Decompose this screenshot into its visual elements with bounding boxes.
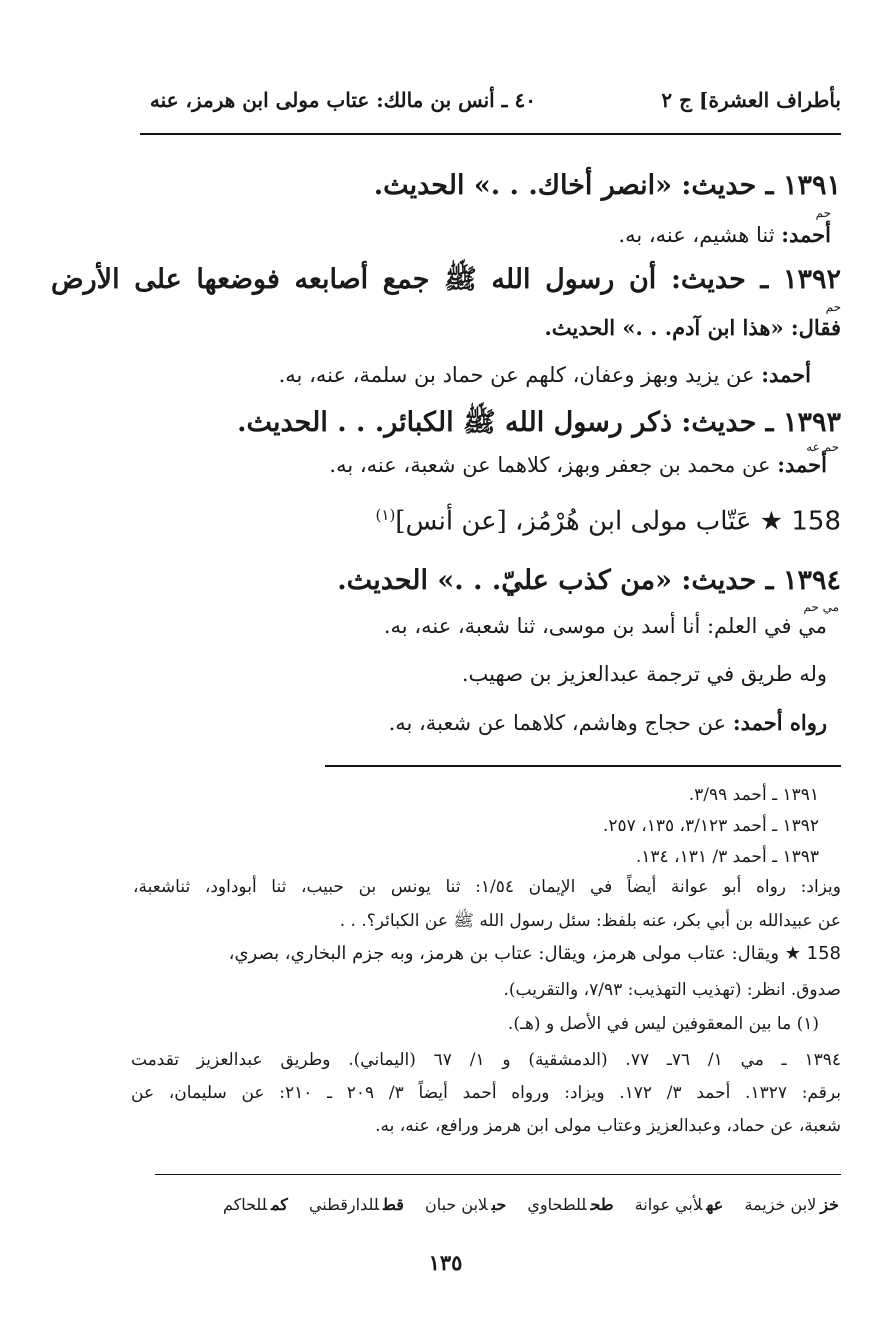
footnote-1394-line1: ١٣٩٤ ـ مي ١/ ٧٦ـ ٧٧. (الدمشقية) و ١/ ٦٧ (اليماني). وطريق عبدالعزيز تقدمت (131, 1050, 841, 1070)
footnote-158-text: ويقال: عتاب مولى هرمز، ويقال: عتاب بن هرمز، وبه جزم البخاري، بصري، (228, 943, 780, 964)
star-icon: ★ (759, 506, 784, 537)
entry-1394-sigla: مي حم (803, 600, 839, 614)
entry-hadith: ـ حديث: ذكر رسول الله ﷺ الكبائر. . . الحديث. (237, 407, 774, 438)
entry-1391-heading (374, 170, 841, 201)
chain-label: أحمد: (761, 362, 811, 387)
entry-1394-line1: مي في العلم: أنا أسد بن موسى، ثنا شعبة، عنه، به. (383, 614, 827, 638)
entry-1394-line3 (389, 710, 827, 735)
entry-1392-continuation: فقال: «هذا ابن آدم. . .» الحديث. (544, 315, 841, 340)
chain-label: أحمد: (781, 222, 831, 247)
entry-1391-sigla: حم (815, 206, 831, 220)
entry-1394-line2: وله طريق في ترجمة عبدالعزيز بن صهيب. (461, 662, 827, 686)
abbreviation-item: كمللحاكم (222, 1195, 288, 1214)
abbreviation-key (207, 1195, 839, 1214)
entry-number: ١٣٩٢ (782, 264, 841, 295)
footnote-ref: (١) (375, 506, 396, 524)
entry-number: ١٣٩٣ (782, 407, 841, 438)
footnote-1391: ١٣٩١ ـ أحمد ٣/٩٩. (688, 785, 819, 805)
footnote-note-1: (١) ما بين المعقوفين ليس في الأصل و (هـ). (507, 1014, 819, 1034)
abbreviation-item: حبلابن حبان (424, 1195, 507, 1214)
header-book-title: بأطراف العشرة] ج ٢ (661, 88, 841, 112)
chain-text: عن يزيد وبهز وعفان، كلهم عن حماد بن سلمة، عنه، به. (278, 363, 755, 387)
footnote-1394-line2: برقم: ١٣٢٧. أحمد ٣/ ١٧٢. ويزاد: ورواه أحمد أيضاً ٣/ ٢٠٩ ـ ٢١٠: عن سليمان، عن (131, 1083, 841, 1103)
footnote-158-number: 158 (806, 943, 841, 964)
star-icon: ★ (784, 943, 801, 964)
abbreviation-item: عهلأبي عوانة (634, 1195, 724, 1214)
abbreviation-item: قطللدارقطني (308, 1195, 404, 1214)
entry-number: ١٣٩١ (782, 170, 841, 201)
entry-hadith: ـ حديث: «انصر أخاك. . .» الحديث. (373, 170, 774, 201)
entry-1392-heading (51, 262, 841, 302)
chain-label: أحمد: (777, 452, 827, 477)
entry-1393-chain (329, 452, 827, 477)
entry-1392-chain (279, 362, 811, 387)
entry-1392-sigla: حم (825, 300, 841, 314)
entry-number: ١٣٩٤ (782, 565, 841, 596)
section-number: 158 (791, 506, 841, 537)
header-rule (140, 133, 841, 135)
abbreviation-item: طحللطحاوي (527, 1195, 614, 1214)
entry-1394-heading (337, 565, 841, 596)
entry-hadith: ـ حديث: أن رسول الله ﷺ جمع أصابعه فوضعها على الأرض (51, 264, 769, 295)
entry-1393-sigla: حم عه (806, 440, 839, 454)
chain-text: عن حجاج وهاشم، كلاهما عن شعبة، به. (388, 711, 727, 735)
entry-1391-chain (618, 222, 831, 247)
footnote-1394-line3: شعبة، عن حماد، وعبدالعزيز وعتاب مولى ابن هرمز ورافع، عنه، به. (375, 1116, 841, 1136)
footnote-1393-extra-1: ويزاد: رواه أبو عوانة أيضاً في الإيمان ١/٥٤: ثنا يونس بن حبيب، ثنا أبوداود، ثناشعبة، (133, 877, 841, 897)
section-heading (376, 506, 841, 537)
footnote-rule (325, 765, 841, 767)
chain-label: رواه أحمد: (732, 710, 827, 735)
footnote-1393-extra-2: عن عبيدالله بن أبي بكر، عنه بلفظ: سئل رسول الله ﷺ عن الكبائر؟. . . (339, 911, 841, 931)
chain-text: عن محمد بن جعفر وبهز، كلاهما عن شعبة، عنه، به. (329, 453, 771, 477)
entry-hadith: ـ حديث: «من كذب عليّ. . .» الحديث. (337, 565, 774, 596)
header-chapter-title: ٤٠ ـ أنس بن مالك: عتاب مولى ابن هرمز، عنه (149, 88, 536, 112)
section-title: عَتّاب مولى ابن هُرْمُز، [عن أنس] (395, 506, 752, 537)
chain-text: ثنا هشيم، عنه، به. (618, 223, 775, 247)
footnote-1392: ١٣٩٢ ـ أحمد ٣/١٢٣، ١٣٥، ٢٥٧. (603, 816, 819, 836)
page-number: ١٣٥ (428, 1250, 463, 1275)
abbreviation-item: خزلابن خزيمة (744, 1195, 839, 1214)
footnote-158-line1 (131, 943, 841, 964)
footnote-158-line2: صدوق. انظر: (تهذيب التهذيب: ٧/٩٣، والتقريب). (503, 980, 841, 1000)
footnote-1393: ١٣٩٣ ـ أحمد ٣/ ١٣١، ١٣٤. (635, 847, 819, 867)
abbreviation-rule (155, 1174, 841, 1175)
entry-1393-heading (237, 405, 841, 445)
